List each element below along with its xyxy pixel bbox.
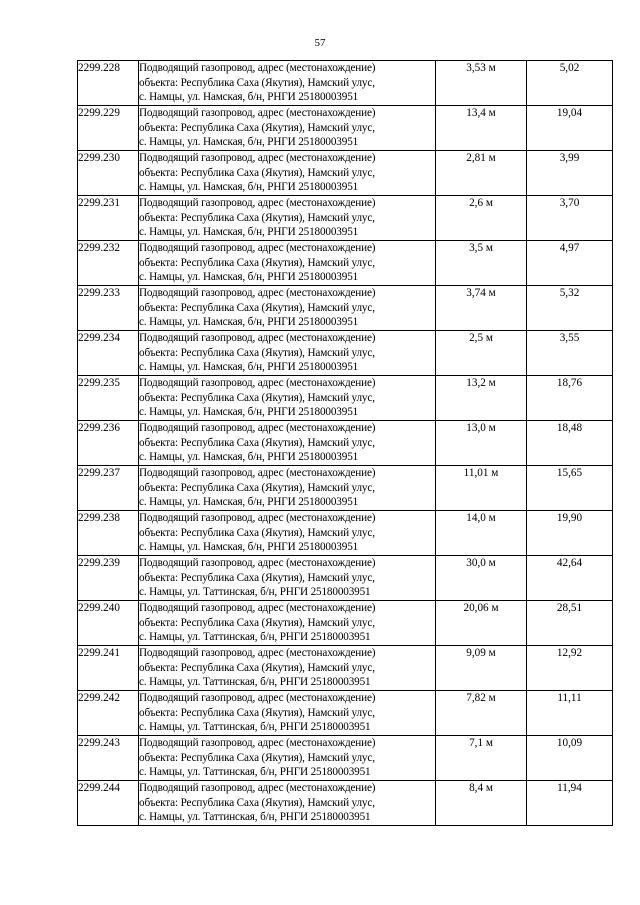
row-number-cell: 2299.241 <box>78 646 139 691</box>
table-row <box>78 241 613 286</box>
length-cell: 20,06 м <box>436 601 527 646</box>
description-line: с. Намцы, ул. Намская, б/н, РНГИ 25180003951 <box>139 316 359 329</box>
value-cell: 15,65 <box>527 466 613 511</box>
value-cell: 10,09 <box>527 736 613 781</box>
table-row <box>78 196 613 241</box>
description-line: объекта: Республика Саха (Якутия), Намский улус, <box>139 436 375 449</box>
description-line: Подводящий газопровод, адрес (местонахождение) <box>139 287 376 299</box>
value-cell: 28,51 <box>527 601 613 646</box>
value-cell: 5,32 <box>527 286 613 331</box>
row-number-cell: 2299.235 <box>78 376 139 421</box>
description-line: Подводящий газопровод, адрес (местонахождение) <box>139 197 376 209</box>
description-line: Подводящий газопровод, адрес (местонахождение) <box>139 242 376 254</box>
table-row <box>78 61 613 106</box>
value-cell: 3,70 <box>527 196 613 241</box>
description-line: с. Намцы, ул. Намская, б/н, РНГИ 25180003951 <box>139 136 359 149</box>
table-row <box>78 286 613 331</box>
row-number-cell: 2299.244 <box>78 781 139 826</box>
description-cell <box>139 736 436 781</box>
length-cell: 2,81 м <box>436 151 527 196</box>
description-line: объекта: Республика Саха (Якутия), Намский улус, <box>139 571 375 584</box>
description-line: объекта: Республика Саха (Якутия), Намский улус, <box>139 661 375 674</box>
length-cell: 2,5 м <box>436 331 527 376</box>
table-row <box>78 466 613 511</box>
row-number-cell: 2299.240 <box>78 601 139 646</box>
value-cell: 18,76 <box>527 376 613 421</box>
length-cell: 30,0 м <box>436 556 527 601</box>
table-row <box>78 601 613 646</box>
description-line: объекта: Республика Саха (Якутия), Намский улус, <box>139 301 375 314</box>
value-cell: 5,02 <box>527 61 613 106</box>
page-number: 57 <box>314 37 326 49</box>
description-line: с. Намцы, ул. Намская, б/н, РНГИ 25180003951 <box>139 181 359 194</box>
length-cell: 14,0 м <box>436 511 527 556</box>
row-number-cell: 2299.229 <box>78 106 139 151</box>
row-number-cell: 2299.239 <box>78 556 139 601</box>
value-cell: 12,92 <box>527 646 613 691</box>
description-line: с. Намцы, ул. Намская, б/н, РНГИ 25180003951 <box>139 361 359 374</box>
row-number-cell: 2299.232 <box>78 241 139 286</box>
description-line: Подводящий газопровод, адрес (местонахождение) <box>139 152 376 164</box>
description-line: объекта: Республика Саха (Якутия), Намский улус, <box>139 76 375 89</box>
length-cell: 8,4 м <box>436 781 527 826</box>
description-line: с. Намцы, ул. Намская, б/н, РНГИ 25180003951 <box>139 496 359 509</box>
row-number-cell: 2299.230 <box>78 151 139 196</box>
description-line: Подводящий газопровод, адрес (местонахождение) <box>139 332 376 344</box>
description-line: с. Намцы, ул. Намская, б/н, РНГИ 25180003951 <box>139 226 359 239</box>
registry-table-body <box>78 61 613 826</box>
length-cell: 2,6 м <box>436 196 527 241</box>
row-number-cell: 2299.237 <box>78 466 139 511</box>
description-line: с. Намцы, ул. Таттинская, б/н, РНГИ 25180003951 <box>139 766 371 779</box>
value-cell: 11,11 <box>527 691 613 736</box>
description-cell <box>139 646 436 691</box>
row-number-cell: 2299.238 <box>78 511 139 556</box>
table-row <box>78 421 613 466</box>
length-cell: 13,2 м <box>436 376 527 421</box>
row-number-cell: 2299.242 <box>78 691 139 736</box>
description-line: Подводящий газопровод, адрес (местонахождение) <box>139 422 376 434</box>
length-cell: 9,09 м <box>436 646 527 691</box>
table-row <box>78 331 613 376</box>
description-line: объекта: Республика Саха (Якутия), Намский улус, <box>139 166 375 179</box>
description-line: с. Намцы, ул. Таттинская, б/н, РНГИ 25180003951 <box>139 586 371 599</box>
value-cell: 42,64 <box>527 556 613 601</box>
length-cell: 13,4 м <box>436 106 527 151</box>
length-cell: 3,5 м <box>436 241 527 286</box>
description-line: объекта: Республика Саха (Якутия), Намский улус, <box>139 256 375 269</box>
description-line: с. Намцы, ул. Намская, б/н, РНГИ 25180003951 <box>139 451 359 464</box>
description-cell <box>139 781 436 826</box>
description-line: объекта: Республика Саха (Якутия), Намский улус, <box>139 481 375 494</box>
description-line: Подводящий газопровод, адрес (местонахождение) <box>139 782 376 794</box>
description-cell <box>139 286 436 331</box>
description-line: объекта: Республика Саха (Якутия), Намский улус, <box>139 346 375 359</box>
description-line: с. Намцы, ул. Намская, б/н, РНГИ 25180003951 <box>139 406 359 419</box>
length-cell: 13,0 м <box>436 421 527 466</box>
description-line: с. Намцы, ул. Таттинская, б/н, РНГИ 25180003951 <box>139 811 371 824</box>
description-cell <box>139 376 436 421</box>
value-cell: 11,94 <box>527 781 613 826</box>
table-row <box>78 556 613 601</box>
table-row <box>78 646 613 691</box>
description-line: объекта: Республика Саха (Якутия), Намский улус, <box>139 391 375 404</box>
description-line: с. Намцы, ул. Намская, б/н, РНГИ 25180003951 <box>139 541 359 554</box>
description-line: с. Намцы, ул. Таттинская, б/н, РНГИ 25180003951 <box>139 676 371 689</box>
table-row <box>78 691 613 736</box>
length-cell: 3,53 м <box>436 61 527 106</box>
description-line: объекта: Республика Саха (Якутия), Намский улус, <box>139 616 375 629</box>
length-cell: 3,74 м <box>436 286 527 331</box>
description-cell <box>139 511 436 556</box>
value-cell: 18,48 <box>527 421 613 466</box>
value-cell: 3,55 <box>527 331 613 376</box>
row-number-cell: 2299.243 <box>78 736 139 781</box>
description-cell <box>139 421 436 466</box>
description-line: объекта: Республика Саха (Якутия), Намский улус, <box>139 526 375 539</box>
description-cell <box>139 151 436 196</box>
row-number-cell: 2299.236 <box>78 421 139 466</box>
description-cell <box>139 106 436 151</box>
description-line: Подводящий газопровод, адрес (местонахождение) <box>139 602 376 614</box>
row-number-cell: 2299.234 <box>78 331 139 376</box>
table-row <box>78 376 613 421</box>
description-cell <box>139 601 436 646</box>
row-number-cell: 2299.233 <box>78 286 139 331</box>
value-cell: 4,97 <box>527 241 613 286</box>
description-cell <box>139 331 436 376</box>
table-row <box>78 151 613 196</box>
table-row <box>78 736 613 781</box>
value-cell: 19,90 <box>527 511 613 556</box>
description-cell <box>139 691 436 736</box>
description-cell <box>139 466 436 511</box>
table-row <box>78 106 613 151</box>
table-row <box>78 511 613 556</box>
description-cell <box>139 196 436 241</box>
description-line: Подводящий газопровод, адрес (местонахождение) <box>139 512 376 524</box>
description-line: Подводящий газопровод, адрес (местонахождение) <box>139 377 376 389</box>
description-line: Подводящий газопровод, адрес (местонахождение) <box>139 647 376 659</box>
row-number-cell: 2299.231 <box>78 196 139 241</box>
value-cell: 19,04 <box>527 106 613 151</box>
length-cell: 7,1 м <box>436 736 527 781</box>
registry-table <box>77 60 613 826</box>
description-cell <box>139 556 436 601</box>
description-cell <box>139 61 436 106</box>
length-cell: 11,01 м <box>436 466 527 511</box>
description-line: с. Намцы, ул. Таттинская, б/н, РНГИ 25180003951 <box>139 721 371 734</box>
description-cell <box>139 241 436 286</box>
description-line: Подводящий газопровод, адрес (местонахождение) <box>139 737 376 749</box>
description-line: с. Намцы, ул. Таттинская, б/н, РНГИ 25180003951 <box>139 631 371 644</box>
value-cell: 3,99 <box>527 151 613 196</box>
length-cell: 7,82 м <box>436 691 527 736</box>
description-line: Подводящий газопровод, адрес (местонахождение) <box>139 467 376 479</box>
description-line: объекта: Республика Саха (Якутия), Намский улус, <box>139 706 375 719</box>
description-line: Подводящий газопровод, адрес (местонахождение) <box>139 557 376 569</box>
description-line: объекта: Республика Саха (Якутия), Намский улус, <box>139 211 375 224</box>
description-line: объекта: Республика Саха (Якутия), Намский улус, <box>139 751 375 764</box>
description-line: объекта: Республика Саха (Якутия), Намский улус, <box>139 121 375 134</box>
description-line: Подводящий газопровод, адрес (местонахождение) <box>139 692 376 704</box>
description-line: с. Намцы, ул. Намская, б/н, РНГИ 25180003951 <box>139 91 359 104</box>
description-line: Подводящий газопровод, адрес (местонахождение) <box>139 107 376 119</box>
row-number-cell: 2299.228 <box>78 61 139 106</box>
description-line: объекта: Республика Саха (Якутия), Намский улус, <box>139 796 375 809</box>
table-row <box>78 781 613 826</box>
description-line: с. Намцы, ул. Намская, б/н, РНГИ 25180003951 <box>139 271 359 284</box>
description-line: Подводящий газопровод, адрес (местонахождение) <box>139 62 376 74</box>
